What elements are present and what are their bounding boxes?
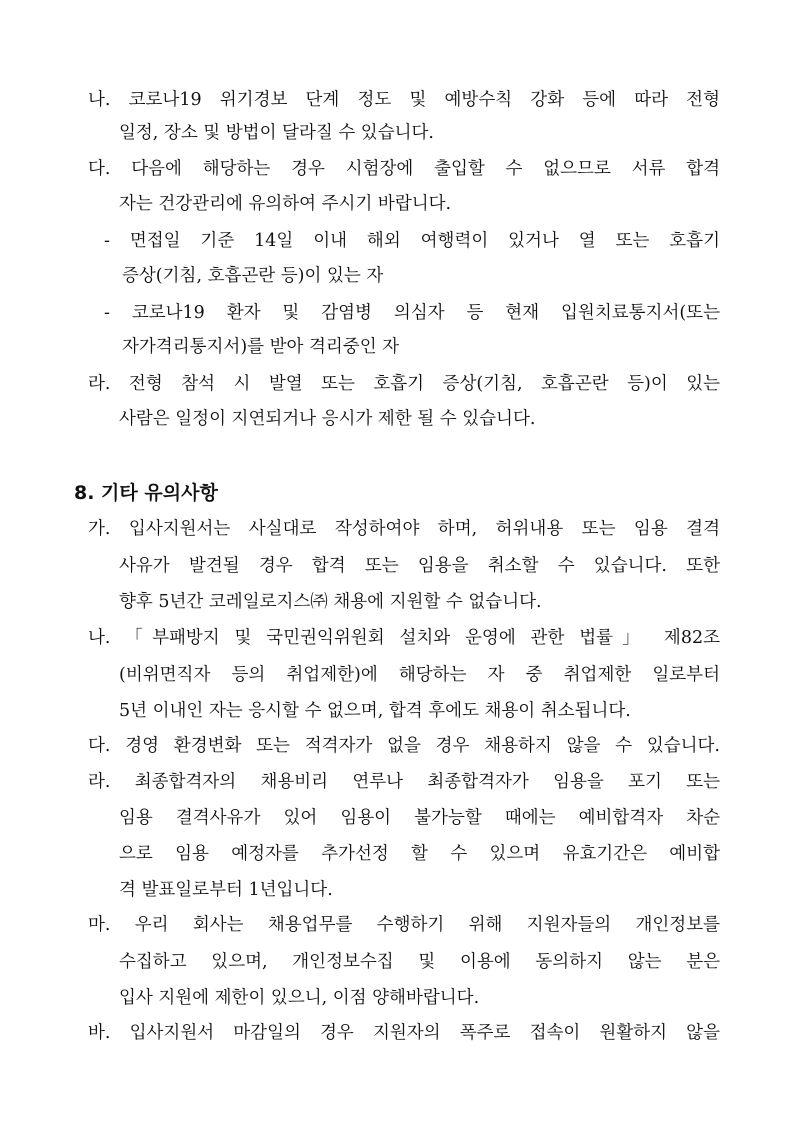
list-item-da-line: 다. 다음에 해당하는 경우 시험장에 출입할 수 없으므로 서류 합격: [88, 159, 720, 179]
list-item-ma2-line: 입사 지원에 제한이 있으니, 이점 양해바랍니다.: [119, 988, 480, 1008]
list-item-ga-line: 향후 5년간 코레일로지스㈜ 채용에 지원할 수 없습니다.: [119, 592, 542, 612]
list-item-da2-line: 다. 경영 환경변화 또는 적격자가 없을 경우 채용하지 않을 수 있습니다.: [88, 736, 720, 756]
list-item-ra2-line: 으로 임용 예정자를 추가선정 할 수 있으며 유효기간은 예비합: [119, 844, 720, 864]
list-item-na2-line: 5년 이내인 자는 응시할 수 없으며, 합격 후에도 채용이 취소됩니다.: [119, 701, 631, 721]
list-item-ra-line: 사람은 일정이 지연되거나 응시가 제한 될 수 있습니다.: [119, 409, 536, 429]
list-item-ra2-line: 라. 최종합격자의 채용비리 연루나 최종합격자가 임용을 포기 또는: [88, 772, 720, 792]
list-item-ra-line: 라. 전형 참석 시 발열 또는 호흡기 증상(기침, 호흡곤란 등)이 있는: [88, 374, 720, 394]
dash-item-quarantine-line: - 코로나19 환자 및 감염병 의심자 등 현재 입원치료통지서(또는: [104, 303, 720, 323]
list-item-da-line: 자는 건강관리에 유의하여 주시기 바랍니다.: [119, 194, 452, 214]
dash-item-travel-line: - 면접일 기준 14일 이내 해외 여행력이 있거나 열 또는 호흡기: [104, 231, 720, 251]
list-item-na-line: 일정, 장소 및 방법이 달라질 수 있습니다.: [119, 123, 434, 143]
list-item-ga-line: 사유가 발견될 경우 합격 또는 임용을 취소할 수 있습니다. 또한: [119, 556, 720, 576]
list-item-na2-line: (비위면직자 등의 취업제한)에 해당하는 자 중 취업제한 일로부터: [119, 665, 720, 685]
dash-item-quarantine-line: 자가격리통지서)를 받아 격리중인 자: [122, 337, 400, 357]
list-item-na-line: 나. 코로나19 위기경보 단계 정도 및 예방수칙 강화 등에 따라 전형: [88, 90, 720, 110]
list-item-na2-line: 나. 「부패방지 및 국민권익위원회 설치와 운영에 관한 법률」 제82조: [88, 628, 720, 648]
list-item-ra2-line: 격 발표일로부터 1년입니다.: [119, 880, 333, 900]
list-item-ra2-line: 임용 결격사유가 있어 임용이 불가능할 때에는 예비합격자 차순: [119, 808, 720, 828]
section-heading: 8. 기타 유의사항: [74, 482, 218, 504]
list-item-ga-line: 가. 입사지원서는 사실대로 작성하여야 하며, 허위내용 또는 임용 결격: [88, 519, 720, 539]
list-item-ma2-line: 마. 우리 회사는 채용업무를 수행하기 위해 지원자들의 개인정보를: [88, 915, 720, 935]
list-item-ba2-line: 바. 입사지원서 마감일의 경우 지원자의 폭주로 접속이 원활하지 않을: [88, 1023, 720, 1043]
list-item-ma2-line: 수집하고 있으며, 개인정보수집 및 이용에 동의하지 않는 분은: [119, 952, 720, 972]
dash-item-travel-line: 증상(기침, 호흡곤란 등)이 있는 자: [122, 266, 384, 286]
